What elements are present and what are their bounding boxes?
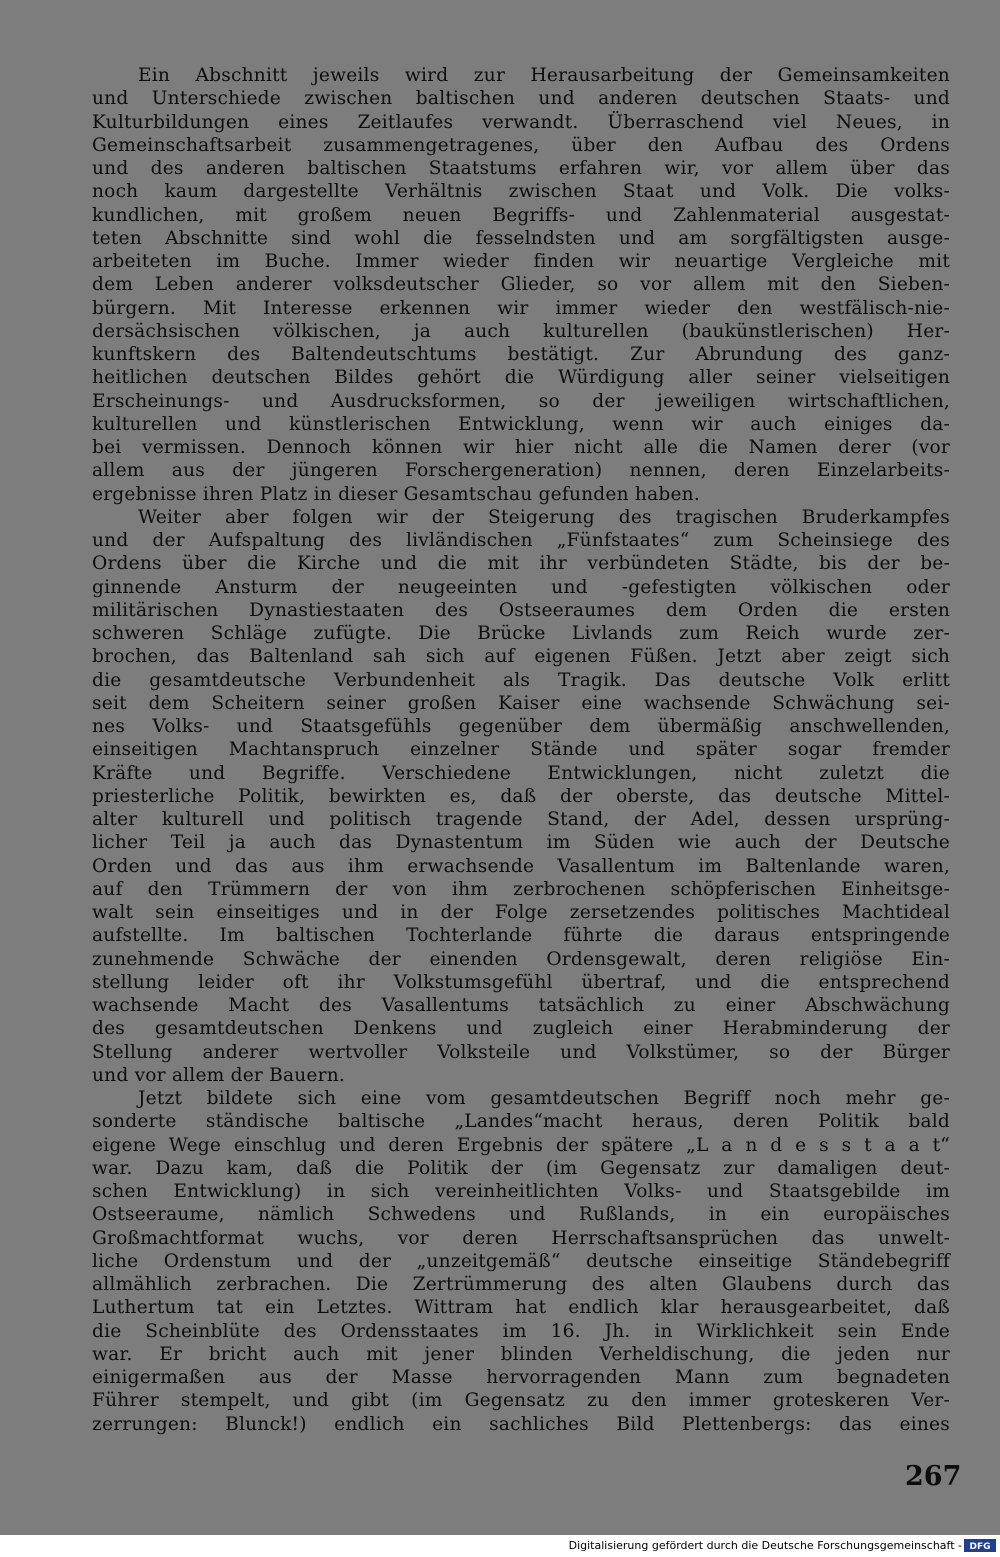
text-line: Kulturbildungen eines Zeitlaufes verwandt. Überraschend viel Neues, in: [92, 111, 950, 133]
text-line: Jetzt bildete sich eine vom gesamtdeutschen Begriff noch mehr ge-: [138, 1088, 950, 1109]
text-line: Erscheinungs- und Ausdrucksformen, so der jeweiligen wirtschaftlichen,: [92, 390, 950, 412]
text-line: kulturellen und künstlerischen Entwicklung, wenn wir auch einiges da-: [92, 413, 950, 435]
text-line: Luthertum tat ein Letztes. Wittram hat endlich klar herausgearbeitet, daß: [92, 1297, 950, 1319]
text-line: bei vermissen. Dennoch können wir hier nicht alle die Namen derer (vor: [92, 437, 950, 458]
text-line: Ostseeraume, nämlich Schwedens und Rußlands, in ein europäisches: [92, 1204, 950, 1226]
text-line: bürgern. Mit Interesse erkennen wir immer wieder den westfälisch-nie-: [92, 297, 950, 319]
text-line: Weiter aber folgen wir der Steigerung des tragischen Bruderkampfes: [138, 506, 950, 528]
text-line: dersächsischen völkischen, ja auch kulturellen (baukünstlerischen) Her-: [92, 320, 950, 342]
text-line: und der Aufspaltung des livländischen „Fünfstaates“ zum Scheinsiege des: [92, 530, 950, 551]
text-line: nes Volks- und Staatsgefühls gegenüber dem übermäßig anschwellenden,: [92, 716, 950, 737]
text-line: allem aus der jüngeren Forschergeneration) nennen, deren Einzelarbeits-: [92, 460, 950, 482]
text-line: auf den Trümmern der von ihm zerbrochenen schöpferischen Einheitsge-: [92, 878, 950, 900]
text-line: und vor allem der Bauern.: [92, 1064, 345, 1086]
text-line: war. Dazu kam, daß die Politik der (im Gegensatz zur damaligen deut-: [92, 1157, 950, 1179]
text-line: Führer stempelt, und gibt (im Gegensatz zu den immer groteskeren Ver-: [92, 1390, 950, 1412]
text-line: alter kulturell und politisch tragende Stand, der Adel, dessen ursprüng-: [92, 809, 950, 830]
text-line: Kräfte und Begriffe. Verschiedene Entwicklungen, nicht zuletzt die: [92, 762, 950, 784]
text-line: war. Er bricht auch mit jener blinden Verheldischung, die jeden nur: [92, 1343, 950, 1365]
text-line: einseitigen Machtanspruch einzelner Stände und später sogar fremder: [92, 739, 950, 761]
text-line: schweren Schläge zufügte. Die Brücke Livlands zum Reich wurde zer-: [92, 623, 950, 644]
footer-credit: Digitalisierung gefördert durch die Deutsche Forschungsgemeinschaft -: [568, 1539, 962, 1552]
text-line: schen Entwicklung) in sich vereinheitlichten Volks- und Staatsgebilde im: [92, 1181, 950, 1202]
text-line: die gesamtdeutsche Verbundenheit als Tragik. Das deutsche Volk erlitt: [92, 669, 950, 691]
text-line: zunehmende Schwäche der einenden Ordensgewalt, deren religiöse Ein-: [92, 948, 950, 970]
text-line: heitlichen deutschen Bildes gehört die Würdigung aller seiner vielseitigen: [92, 367, 950, 389]
text-line: Großmachtformat wuchs, vor deren Herrschaftsansprüchen das unwelt-: [92, 1227, 950, 1249]
text-line: aufstellte. Im baltischen Tochterlande führte die daraus entspringende: [92, 925, 950, 947]
text-line: liche Ordenstum und der „unzeitgemäß“ deutsche einseitige Ständebegriff: [92, 1250, 950, 1272]
body-text: [92, 64, 950, 1436]
text-line: seit dem Scheitern seiner großen Kaiser eine wachsende Schwächung sei-: [92, 692, 950, 714]
text-line: dem Leben anderer volksdeutscher Glieder, so vor allem mit den Sieben-: [92, 274, 950, 296]
text-line: arbeiteten im Buche. Immer wieder finden wir neuartige Vergleiche mit: [92, 251, 950, 272]
text-line: noch kaum dargestellte Verhältnis zwischen Staat und Volk. Die volks-: [92, 181, 950, 203]
page-number: 267: [905, 1461, 962, 1492]
text-line: ergebnisse ihren Platz in dieser Gesamtschau gefunden haben.: [92, 483, 700, 505]
text-line: sonderte ständische baltische „Landes“macht heraus, deren Politik bald: [92, 1111, 950, 1133]
dfg-logo-icon: [964, 1539, 996, 1552]
text-line: Gemeinschaftsarbeit zusammengetragenes, über den Aufbau des Ordens: [92, 134, 950, 156]
text-line: kundlichen, mit großem neuen Begriffs- und Zahlenmaterial ausgestat-: [92, 204, 950, 226]
digitization-footer: [0, 1535, 1000, 1557]
text-line: teten Abschnitte sind wohl die fesselndsten und am sorgfältigsten ausge-: [92, 227, 950, 249]
text-line: militärischen Dynastiestaaten des Ostseeraumes dem Orden die ersten: [92, 599, 950, 621]
text-line: wachsende Macht des Vasallentums tatsächlich zu einer Abschwächung: [92, 995, 950, 1016]
text-line: einigermaßen aus der Masse hervorragenden Mann zum begnadeten: [92, 1367, 950, 1388]
text-line: zerrungen: Blunck!) endlich ein sachliches Bild Plettenbergs: das eines: [92, 1413, 950, 1435]
text-line: kunftskern des Baltendeutschtums bestätigt. Zur Abrundung des ganz-: [92, 344, 950, 365]
text-line: priesterliche Politik, bewirkten es, daß der oberste, das deutsche Mittel-: [92, 785, 950, 807]
text-line: Stellung anderer wertvoller Volksteile und Volkstümer, so der Bürger: [92, 1041, 950, 1063]
text-line: und Unterschiede zwischen baltischen und anderen deutschen Staats- und: [92, 88, 950, 110]
text-line: licher Teil ja auch das Dynastentum im Süden wie auch der Deutsche: [92, 832, 950, 854]
svg-text:DFG: DFG: [969, 1542, 991, 1552]
text-line: ginnende Ansturm der neugeeinten und -gefestigten völkischen oder: [92, 576, 950, 598]
text-line: Ordens über die Kirche und die mit ihr verbündeten Städte, bis der be-: [92, 553, 950, 575]
text-line: die Scheinblüte des Ordensstaates im 16. Jh. in Wirklichkeit sein Ende: [92, 1320, 950, 1342]
text-line: stellung leider oft ihr Volkstumsgefühl übertraf, und die entsprechend: [92, 971, 950, 993]
text-line: allmählich zerbrachen. Die Zertrümmerung des alten Glaubens durch das: [92, 1274, 950, 1295]
text-line: eigene Wege einschlug und deren Ergebnis der spätere „L a n d e s s t a a t“: [92, 1134, 950, 1156]
text-line: des gesamtdeutschen Denkens und zugleich einer Herabminderung der: [92, 1018, 950, 1040]
text-line: und des anderen baltischen Staatstums erfahren wir, vor allem über das: [92, 158, 950, 179]
text-line: Orden und das aus ihm erwachsende Vasallentum im Baltenlande waren,: [92, 855, 950, 877]
text-line: brochen, das Baltenland sah sich auf eigenen Füßen. Jetzt aber zeigt sich: [92, 646, 950, 668]
text-line: Ein Abschnitt jeweils wird zur Herausarbeitung der Gemeinsamkeiten: [138, 65, 950, 86]
text-line: walt sein einseitiges und in der Folge zersetzendes politisches Machtideal: [92, 902, 950, 923]
